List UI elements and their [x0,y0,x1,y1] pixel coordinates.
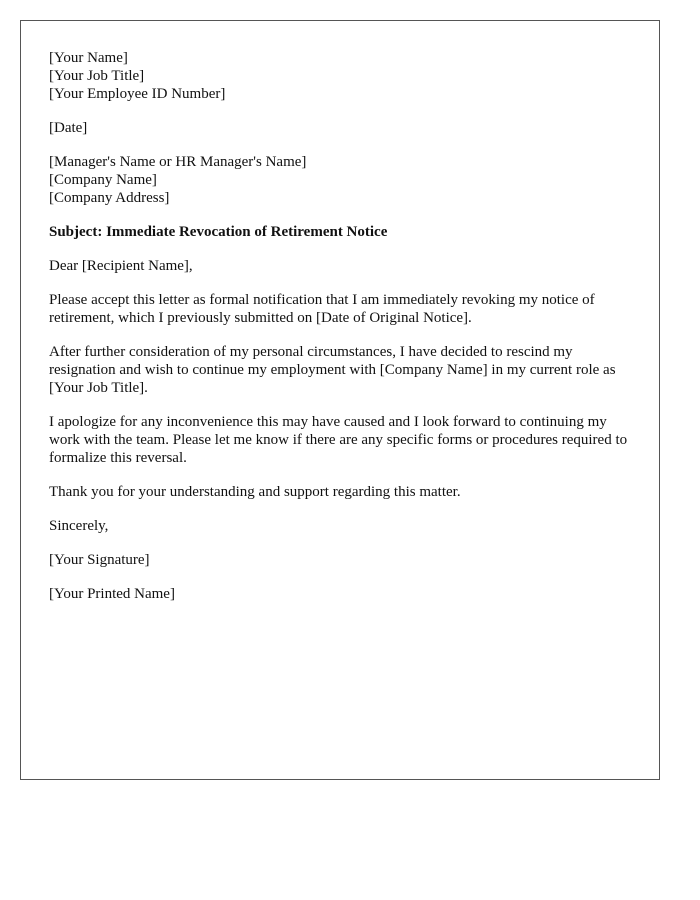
paragraph-4: Thank you for your understanding and support regarding this matter. [49,484,461,500]
salutation: Dear [Recipient Name], [49,258,193,274]
recipient-company: [Company Name] [49,172,157,188]
sender-name: [Your Name] [49,50,128,66]
printed-name: [Your Printed Name] [49,586,175,602]
paragraph-1: Please accept this letter as formal notification that I am immediately revoking my notice of retirement, which I previously submitted on [Date of Original Notice]. [49,292,595,326]
recipient-name: [Manager's Name or HR Manager's Name] [49,154,307,170]
paragraph-2: After further consideration of my personal circumstances, I have decided to rescind my resignation and wish to continue my employment with [Company Name] in my current role as [Your Job Title]. [49,344,616,396]
date-block [49,119,639,137]
recipient-block [49,153,639,207]
letter-date: [Date] [49,120,88,136]
letter-subject: Subject: Immediate Revocation of Retirement Notice [49,224,388,240]
recipient-address: [Company Address] [49,190,170,206]
sender-block [49,49,639,103]
sender-job-title: [Your Job Title] [49,68,145,84]
closing: Sincerely, [49,518,109,534]
letter-body [49,49,639,619]
letter-page [20,20,660,780]
sender-employee-id: [Your Employee ID Number] [49,86,226,102]
paragraph-3: I apologize for any inconvenience this may have caused and I look forward to continuing my work with the team. Please let me know if there are any specific forms or procedures required to formalize this reversal. [49,414,628,466]
signature: [Your Signature] [49,552,150,568]
